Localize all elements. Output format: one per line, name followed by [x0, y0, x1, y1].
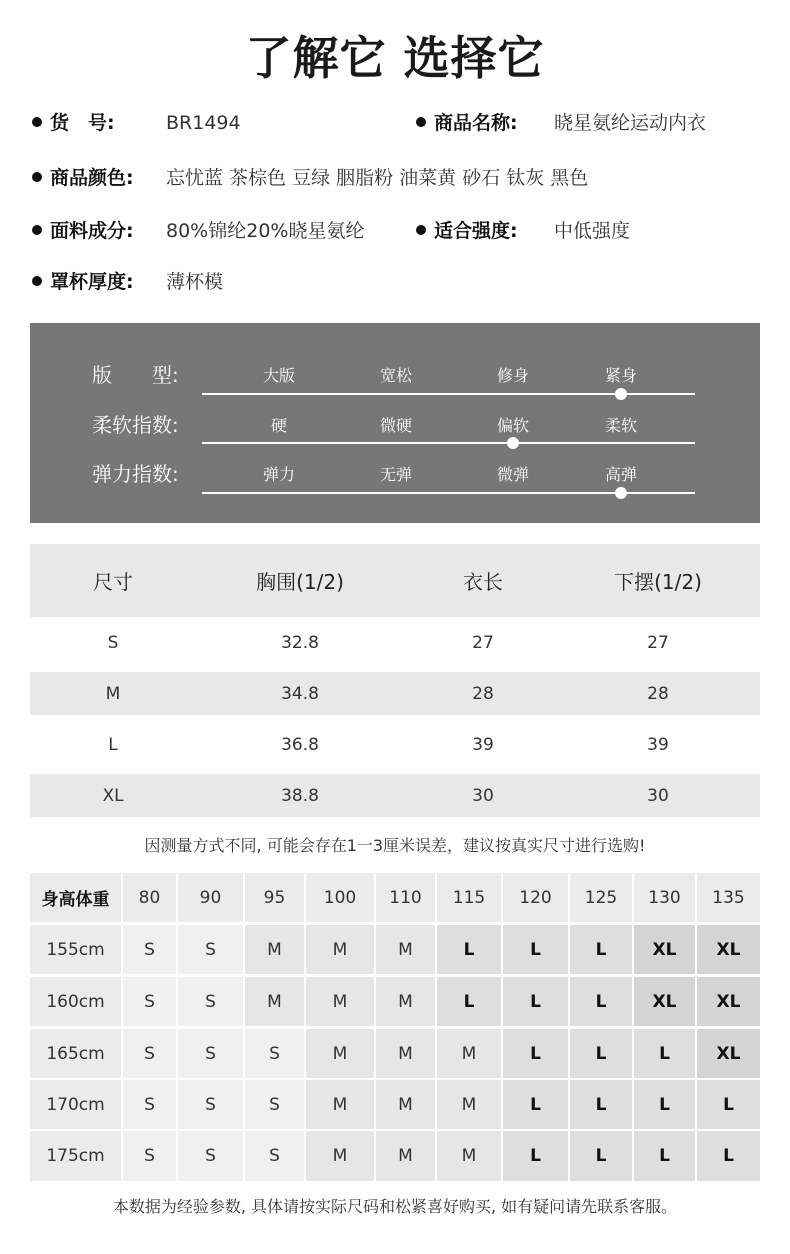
table-row	[30, 720, 760, 770]
size-cell: XL	[697, 977, 760, 1026]
weight-header: 120	[503, 873, 568, 922]
size-cell: L	[570, 925, 632, 974]
table-cell: 27	[472, 633, 494, 653]
table-cell: 30	[472, 785, 494, 806]
table-cell: 28	[472, 683, 494, 704]
fit-option: 紧身	[604, 366, 637, 385]
cup-label: 罩杯厚度:	[50, 271, 134, 293]
fabric-row	[32, 218, 365, 244]
cup-value: 薄杯模	[166, 271, 224, 293]
weight-header: 100	[306, 873, 374, 922]
fabric-label: 面料成分:	[50, 220, 134, 242]
table-cell: 30	[647, 785, 669, 806]
size-cell: S	[178, 1029, 243, 1078]
weight-header: 115	[437, 873, 501, 922]
table-cell: L	[108, 735, 118, 755]
table-cell: XL	[102, 785, 124, 806]
height-header: 165cm	[30, 1029, 121, 1078]
size-cell: L	[634, 1080, 695, 1129]
size-cell: L	[503, 1131, 568, 1181]
colors-value: 忘忧蓝 茶棕色 豆绿 胭脂粉 油菜黄 砂石 钛灰 黑色	[166, 167, 589, 189]
measurement-note: 因测量方式不同, 可能会存在1一3厘米误差，建议按真实尺寸进行选购!	[144, 836, 646, 855]
softness-label: 柔软指数:	[92, 413, 179, 437]
size-cell: M	[437, 1080, 501, 1129]
cup-row	[32, 269, 224, 295]
size-cell: M	[245, 925, 304, 974]
size-cell: L	[503, 925, 568, 974]
table-cell: 32.8	[281, 633, 319, 653]
height-weight-size-grid	[30, 873, 760, 1181]
size-cell: S	[178, 1080, 243, 1129]
size-cell: S	[245, 1029, 304, 1078]
size-cell: M	[376, 925, 435, 974]
column-header: 胸围(1/2)	[256, 570, 344, 594]
weight-header: 90	[178, 873, 243, 922]
height-header: 155cm	[30, 925, 121, 974]
softness-option: 偏软	[496, 416, 529, 435]
intensity-value: 中低强度	[554, 220, 631, 242]
bullet-icon	[32, 225, 42, 235]
item-number-label: 货 号:	[50, 112, 115, 134]
weight-header: 125	[570, 873, 632, 922]
fit-option: 宽松	[379, 366, 412, 385]
column-header: 衣长	[463, 570, 503, 594]
elasticity-option: 高弹	[604, 465, 637, 484]
size-cell: L	[570, 977, 632, 1026]
weight-header: 130	[634, 873, 695, 922]
weight-header: 95	[245, 873, 304, 922]
softness-option: 硬	[270, 416, 287, 435]
intensity-row	[416, 218, 631, 244]
column-header: 下摆(1/2)	[614, 570, 702, 594]
bullet-icon	[32, 172, 42, 182]
size-cell: L	[503, 977, 568, 1026]
table-row	[30, 774, 760, 817]
size-cell: M	[306, 1080, 374, 1129]
size-cell: M	[437, 1029, 501, 1078]
bullet-icon	[32, 276, 42, 286]
size-cell: L	[570, 1080, 632, 1129]
size-cell: L	[503, 1029, 568, 1078]
size-cell: M	[376, 1080, 435, 1129]
size-cell: M	[306, 1029, 374, 1078]
fit-type-label: 版 型:	[92, 363, 179, 387]
page-title: 了解它 选择它	[245, 31, 545, 85]
grid-corner-header: 身高体重	[30, 873, 121, 922]
size-cell: M	[245, 977, 304, 1026]
fit-indicator-panel	[30, 323, 760, 523]
size-cell: L	[697, 1131, 760, 1181]
bullet-icon	[32, 117, 42, 127]
table-cell: 28	[647, 683, 669, 704]
softness-option: 柔软	[604, 416, 637, 435]
size-cell: S	[123, 925, 176, 974]
size-cell: S	[123, 977, 176, 1026]
table-cell: 34.8	[281, 683, 319, 704]
elasticity-option: 微弹	[496, 465, 529, 484]
fit-type-marker	[615, 388, 627, 400]
elasticity-marker	[615, 487, 627, 499]
elasticity-label: 弹力指数:	[92, 462, 179, 486]
size-cell: M	[306, 925, 374, 974]
elasticity-option: 弹力	[262, 465, 295, 484]
table-cell: 27	[647, 633, 669, 653]
colors-row	[32, 165, 589, 191]
column-header: 尺寸	[93, 570, 133, 594]
height-header: 175cm	[30, 1131, 121, 1181]
size-cell: S	[123, 1131, 176, 1181]
elasticity-option: 无弹	[379, 465, 412, 484]
item-number-value: BR1494	[166, 112, 241, 134]
fit-option: 大版	[262, 366, 295, 385]
bullet-icon	[416, 225, 426, 235]
colors-label: 商品颜色:	[50, 167, 134, 189]
size-cell: L	[437, 925, 501, 974]
size-cell: M	[376, 1131, 435, 1181]
disclaimer-note: 本数据为经验参数, 具体请按实际尺码和松紧喜好购买, 如有疑问请先联系客服。	[112, 1197, 678, 1216]
size-cell: L	[697, 1080, 760, 1129]
weight-header: 110	[376, 873, 435, 922]
size-cell: XL	[697, 925, 760, 974]
table-cell: 38.8	[281, 785, 319, 806]
size-cell: S	[178, 977, 243, 1026]
size-cell: L	[570, 1131, 632, 1181]
size-cell: S	[123, 1080, 176, 1129]
size-cell: L	[634, 1029, 695, 1078]
table-cell: 39	[472, 735, 494, 755]
table-cell: 36.8	[281, 735, 319, 755]
table-header-row	[30, 544, 760, 617]
table-cell: 39	[647, 735, 669, 755]
size-cell: S	[123, 1029, 176, 1078]
size-cell: L	[634, 1131, 695, 1181]
intensity-label: 适合强度:	[434, 220, 518, 242]
height-header: 170cm	[30, 1080, 121, 1129]
size-cell: L	[437, 977, 501, 1026]
fabric-value: 80%锦纶20%晓星氨纶	[166, 220, 365, 242]
size-cell: M	[376, 977, 435, 1026]
size-cell: L	[503, 1080, 568, 1129]
weight-header: 80	[123, 873, 176, 922]
size-cell: XL	[697, 1029, 760, 1078]
softness-marker	[507, 437, 519, 449]
table-cell: M	[105, 683, 121, 704]
table-row	[30, 672, 760, 715]
softness-track	[202, 442, 695, 444]
bullet-icon	[416, 117, 426, 127]
size-cell: M	[376, 1029, 435, 1078]
size-cell: S	[245, 1080, 304, 1129]
softness-option: 微硬	[379, 416, 412, 435]
product-name-label: 商品名称:	[434, 112, 518, 134]
size-cell: S	[178, 1131, 243, 1181]
fit-option: 修身	[496, 366, 529, 385]
product-name-value: 晓星氨纶运动内衣	[554, 112, 707, 134]
table-row	[30, 619, 760, 667]
size-cell: XL	[634, 977, 695, 1026]
size-cell: S	[245, 1131, 304, 1181]
product-name-row	[416, 110, 707, 136]
table-cell: S	[107, 633, 119, 653]
size-cell: M	[437, 1131, 501, 1181]
size-cell: L	[570, 1029, 632, 1078]
item-number-row	[32, 110, 241, 136]
height-header: 160cm	[30, 977, 121, 1026]
weight-header: 135	[697, 873, 760, 922]
size-cell: XL	[634, 925, 695, 974]
size-cell: M	[306, 1131, 374, 1181]
size-cell: M	[306, 977, 374, 1026]
size-cell: S	[178, 925, 243, 974]
